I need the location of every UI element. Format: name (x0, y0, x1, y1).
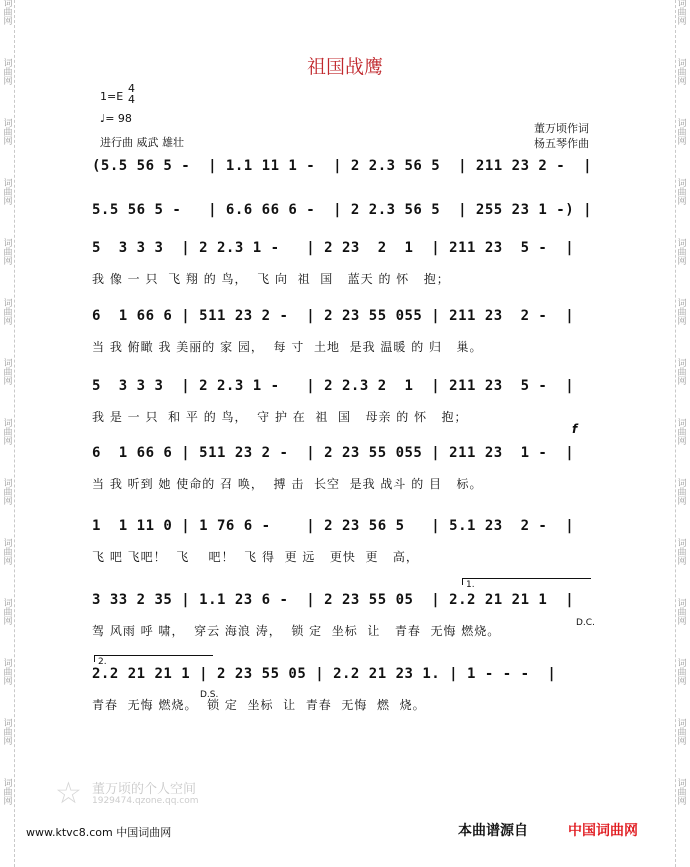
side-watermark-group (1, 360, 15, 420)
side-watermark-char: 词 (677, 239, 687, 249)
side-watermark-char: 网 (3, 257, 13, 267)
side-watermark-char: 网 (3, 377, 13, 387)
side-watermark-char: 词 (677, 539, 687, 549)
side-watermark-group (675, 240, 689, 300)
side-watermark-char: 网 (677, 677, 687, 687)
side-watermark-char: 网 (3, 77, 13, 87)
side-watermark-char: 网 (3, 737, 13, 747)
side-watermark-char: 曲 (677, 608, 687, 618)
side-watermark-group (1, 180, 15, 240)
right-side-watermark (675, 0, 689, 867)
footer-source-label: 本曲谱源自 (458, 823, 528, 839)
score-row-4-notes: 6 1 66 6 | 511 23 2 - | 2 23 55 055 | 211 23 2 - | (92, 308, 575, 324)
volta-2-bracket (94, 655, 213, 662)
side-watermark-char: 曲 (677, 248, 687, 258)
side-watermark-char: 网 (3, 797, 13, 807)
score-row-6-lyric: 当 我 听到 她 使命的 召 唤， 搏 击 长空 是我 战斗 的 目 标。 (92, 477, 483, 491)
side-watermark-group (1, 540, 15, 600)
score-row-9-lyric: 青春 无悔 燃烧。 锁 定 坐标 让 青春 无悔 燃 烧。 (92, 698, 426, 712)
score-row-8-notes: 3 33 2 35 | 1.1 23 6 - | 2 23 55 05 | 2.2 21 21 1 | (92, 592, 575, 608)
side-watermark-group (675, 180, 689, 240)
side-watermark-char: 曲 (677, 728, 687, 738)
side-watermark-char: 曲 (677, 368, 687, 378)
side-watermark-char: 词 (677, 359, 687, 369)
side-watermark-char: 曲 (677, 308, 687, 318)
side-watermark-char: 曲 (3, 608, 13, 618)
side-watermark-char: 曲 (3, 128, 13, 138)
side-watermark-char: 曲 (3, 188, 13, 198)
score-row-9-notes: 2.2 21 21 1 | 2 23 55 05 | 2.2 21 23 1. | 1 - - - | (92, 666, 557, 682)
side-watermark-char: 词 (677, 419, 687, 429)
side-watermark-char: 网 (3, 197, 13, 207)
side-watermark-char: 词 (677, 119, 687, 129)
side-watermark-group (675, 360, 689, 420)
side-watermark-char: 词 (3, 239, 13, 249)
side-watermark-char: 网 (677, 737, 687, 747)
side-watermark-char: 曲 (677, 68, 687, 78)
side-watermark-char: 词 (3, 59, 13, 69)
tempo-marking: ♩= 98 (100, 112, 132, 125)
side-watermark-group (1, 120, 15, 180)
side-watermark-char: 词 (3, 779, 13, 789)
side-watermark-char: 词 (3, 359, 13, 369)
score-row-5-lyric: 我 是 一 只 和 平 的 鸟， 守 护 在 祖 国 母亲 的 怀 抱； (92, 410, 468, 424)
side-watermark-char: 词 (3, 479, 13, 489)
side-watermark-char: 词 (3, 719, 13, 729)
side-watermark-group (1, 780, 15, 840)
side-watermark-group (675, 660, 689, 720)
watermark-text: 董万顷的个人空间 (92, 782, 197, 797)
side-watermark-char: 词 (677, 179, 687, 189)
score-row-3-lyric: 我 像 一 只 飞 翔 的 鸟， 飞 向 祖 国 蓝天 的 怀 抱； (92, 272, 450, 286)
side-watermark-group (675, 540, 689, 600)
volta-1-bracket (462, 578, 591, 585)
side-watermark-group (1, 720, 15, 780)
volta-1-label: 1. (466, 580, 475, 590)
side-watermark-char: 词 (3, 539, 13, 549)
side-watermark-char: 网 (677, 17, 687, 27)
dc-mark: D.C. (576, 618, 595, 628)
side-watermark-char: 曲 (3, 728, 13, 738)
side-watermark-char: 曲 (3, 68, 13, 78)
side-watermark-char: 网 (3, 317, 13, 327)
star-logo-icon: ☆ (55, 776, 82, 811)
score-row-2-notes: 5.5 56 5 - | 6.6 66 6 - | 2 2.3 56 5 | 255 23 1 -) | (92, 202, 593, 218)
side-watermark-char: 网 (677, 257, 687, 267)
side-watermark-group (675, 600, 689, 660)
side-watermark-char: 网 (677, 197, 687, 207)
lyricist-credit: 董万顷作词 (534, 122, 589, 135)
side-watermark-char: 词 (677, 719, 687, 729)
side-watermark-char: 曲 (3, 548, 13, 558)
volta-2-label: 2. (98, 657, 107, 667)
fermata-sign: f (572, 422, 578, 436)
score-row-6-notes: 6 1 66 6 | 511 23 2 - | 2 23 55 055 | 211 23 1 - | (92, 445, 575, 461)
song-title: 祖国战鹰 (306, 56, 383, 78)
side-watermark-char: 词 (3, 419, 13, 429)
side-watermark-char: 曲 (677, 788, 687, 798)
left-side-watermark (1, 0, 15, 867)
side-watermark-group (1, 480, 15, 540)
side-watermark-char: 网 (3, 677, 13, 687)
side-watermark-group (1, 0, 15, 60)
side-watermark-group (675, 120, 689, 180)
side-watermark-char: 曲 (677, 428, 687, 438)
side-watermark-char: 词 (677, 779, 687, 789)
side-watermark-char: 曲 (677, 488, 687, 498)
key-signature: 1=E (100, 90, 124, 103)
side-watermark-char: 曲 (3, 368, 13, 378)
side-watermark-char: 曲 (677, 548, 687, 558)
score-row-7-notes: 1 1 11 0 | 1 76 6 - | 2 23 56 5 | 5.1 23 2 - | (92, 518, 575, 534)
score-row-7-lyric: 飞 吧 飞吧！ 飞 吧！ 飞 得 更 远 更快 更 高， (92, 550, 419, 564)
time-signature-top: 4 (128, 82, 135, 95)
side-watermark-char: 网 (3, 437, 13, 447)
score-row-3-notes: 5 3 3 3 | 2 2.3 1 - | 2 23 2 1 | 211 23 5 - | (92, 240, 575, 256)
side-watermark-char: 词 (677, 479, 687, 489)
side-watermark-group (1, 300, 15, 360)
time-signature (128, 83, 135, 105)
side-watermark-char: 词 (677, 659, 687, 669)
side-watermark-char: 网 (3, 17, 13, 27)
composer-credit: 杨五琴作曲 (534, 137, 589, 150)
score-row-8-lyric: 驾 风雨 呼 啸， 穿云 海浪 涛， 锁 定 坐标 让 青春 无悔 燃烧。 (92, 624, 501, 638)
side-watermark-char: 网 (3, 557, 13, 567)
watermark-url: 1929474.qzone.qq.com (92, 796, 199, 806)
side-watermark-char: 曲 (3, 668, 13, 678)
side-watermark-char: 网 (3, 137, 13, 147)
footer-brand-link[interactable]: 中国词曲网 (568, 823, 638, 839)
side-watermark-char: 网 (677, 437, 687, 447)
side-watermark-char: 网 (677, 617, 687, 627)
side-watermark-char: 曲 (3, 788, 13, 798)
side-watermark-char: 曲 (677, 8, 687, 18)
score-row-4-lyric: 当 我 俯瞰 我 美丽的 家 园， 每 寸 土地 是我 温暖 的 归 巢。 (92, 340, 483, 354)
side-watermark-char: 网 (677, 497, 687, 507)
side-watermark-group (675, 300, 689, 360)
side-watermark-group (675, 420, 689, 480)
side-watermark-char: 词 (3, 119, 13, 129)
side-watermark-char: 网 (677, 797, 687, 807)
side-watermark-char: 词 (677, 299, 687, 309)
side-watermark-char: 曲 (677, 188, 687, 198)
side-watermark-char: 网 (677, 557, 687, 567)
side-watermark-char: 词 (3, 299, 13, 309)
side-watermark-group (675, 480, 689, 540)
side-watermark-char: 网 (677, 77, 687, 87)
side-watermark-char: 词 (3, 179, 13, 189)
side-watermark-char: 曲 (3, 308, 13, 318)
side-watermark-char: 曲 (677, 128, 687, 138)
side-watermark-char: 曲 (3, 248, 13, 258)
side-watermark-group (675, 720, 689, 780)
side-watermark-group (675, 780, 689, 840)
side-watermark-group (675, 0, 689, 60)
ds-mark: D.S. (200, 690, 219, 700)
side-watermark-group (1, 660, 15, 720)
footer-site-link[interactable]: www.ktvc8.com 中国词曲网 (26, 826, 172, 839)
side-watermark-char: 网 (3, 617, 13, 627)
side-watermark-char: 词 (677, 59, 687, 69)
side-watermark-group (1, 600, 15, 660)
side-watermark-char: 词 (3, 0, 13, 9)
score-row-5-notes: 5 3 3 3 | 2 2.3 1 - | 2 2.3 2 1 | 211 23 5 - | (92, 378, 575, 394)
side-watermark-char: 词 (3, 659, 13, 669)
side-watermark-char: 曲 (3, 488, 13, 498)
side-watermark-char: 词 (677, 0, 687, 9)
side-watermark-char: 网 (677, 137, 687, 147)
side-watermark-char: 网 (677, 317, 687, 327)
style-marking: 进行曲 威武 雄壮 (100, 136, 184, 149)
side-watermark-char: 曲 (677, 668, 687, 678)
side-watermark-char: 网 (677, 377, 687, 387)
side-watermark-char: 曲 (3, 428, 13, 438)
score-row-1-notes: (5.5 56 5 - | 1.1 11 1 - | 2 2.3 56 5 | 211 23 2 - | (92, 158, 593, 174)
time-signature-bottom: 4 (128, 93, 135, 106)
side-watermark-char: 网 (3, 497, 13, 507)
side-watermark-group (1, 420, 15, 480)
side-watermark-char: 词 (3, 599, 13, 609)
side-watermark-char: 曲 (3, 8, 13, 18)
side-watermark-group (1, 240, 15, 300)
side-watermark-char: 词 (677, 599, 687, 609)
